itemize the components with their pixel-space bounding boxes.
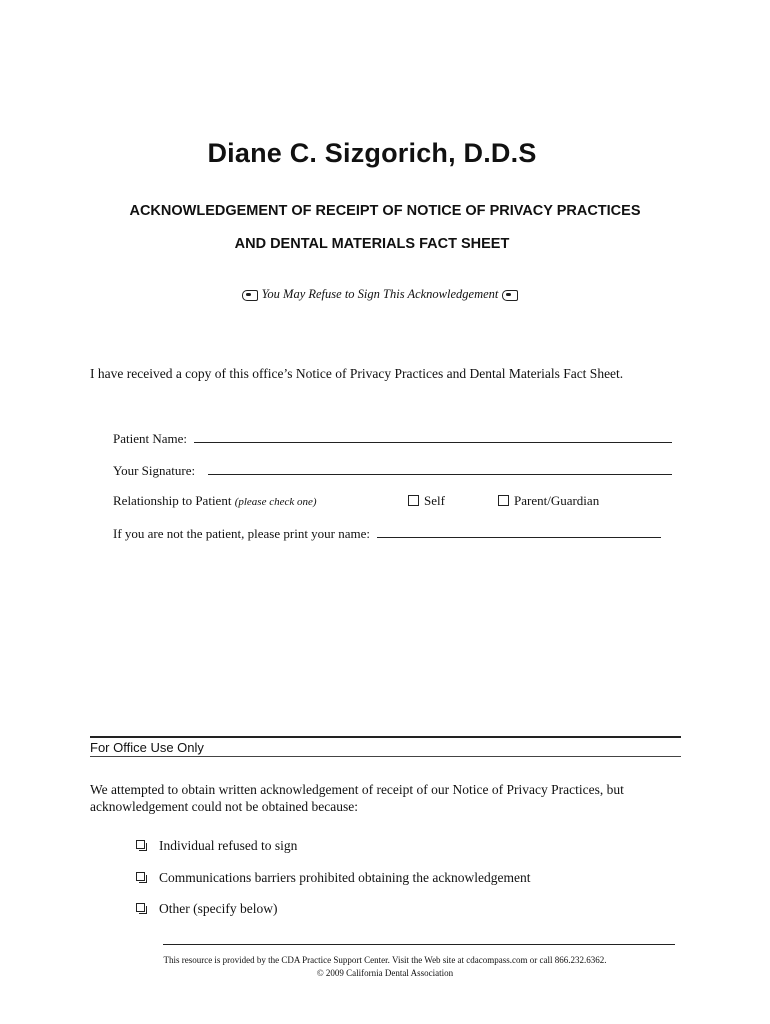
option-parent-guardian[interactable] — [498, 493, 599, 509]
patient-name-label: Patient Name: — [113, 431, 188, 446]
relationship-label: Relationship to Patient — [113, 493, 232, 508]
checkbox-icon[interactable] — [136, 840, 145, 849]
patient-name-row — [113, 430, 672, 447]
reason-item[interactable] — [136, 901, 277, 917]
pointing-hand-left-icon — [242, 290, 258, 301]
print-name-field[interactable] — [377, 525, 661, 538]
office-section-bottom-rule — [90, 756, 681, 757]
signature-row — [113, 462, 672, 479]
checkbox-icon[interactable] — [136, 872, 145, 881]
refuse-notice — [0, 287, 760, 302]
signature-field[interactable] — [208, 462, 672, 475]
checkbox-icon[interactable] — [136, 903, 145, 912]
parent-guardian-checkbox[interactable] — [498, 495, 509, 506]
self-checkbox[interactable] — [408, 495, 419, 506]
reason-item[interactable] — [136, 870, 531, 886]
footer-copyright: © 2009 California Dental Association — [316, 968, 454, 978]
refuse-notice-text: You May Refuse to Sign This Acknowledgement — [261, 287, 499, 301]
option-self[interactable] — [408, 493, 445, 509]
office-section-top-rule — [90, 736, 681, 738]
option-self-label: Self — [424, 493, 445, 508]
relationship-hint: (please check one) — [234, 496, 317, 508]
print-name-label: If you are not the patient, please print your name: — [113, 526, 371, 541]
document-heading-line-1: ACKNOWLEDGEMENT OF RECEIPT OF NOTICE OF PRIVACY PRACTICES — [129, 203, 641, 219]
attempt-statement: We attempted to obtain written acknowledgement of receipt of our Notice of Privacy Practices, but acknowledgement could not be obtained because: — [90, 782, 624, 814]
footer-resource-note: This resource is provided by the CDA Practice Support Center. Visit the Web site at cdacompass.com or call 866.232.6362. — [163, 955, 607, 965]
reason-label: Communications barriers prohibited obtaining the acknowledgement — [159, 870, 531, 885]
reason-label: Other (specify below) — [159, 901, 278, 916]
reason-label: Individual refused to sign — [159, 838, 298, 853]
doctor-name-title: Diane C. Sizgorich, D.D.S — [207, 138, 537, 168]
relationship-row — [113, 493, 317, 509]
reason-item[interactable] — [136, 838, 297, 854]
signature-label: Your Signature: — [113, 463, 196, 478]
pointing-hand-right-icon — [502, 290, 518, 301]
other-specify-field[interactable] — [163, 944, 675, 945]
receipt-statement: I have received a copy of this office’s Notice of Privacy Practices and Dental Materials Fact Sheet. — [90, 366, 624, 381]
document-heading-line-2: AND DENTAL MATERIALS FACT SHEET — [234, 236, 510, 252]
office-use-title: For Office Use Only — [90, 740, 204, 755]
print-name-row — [113, 525, 661, 542]
option-parent-label: Parent/Guardian — [514, 493, 600, 508]
patient-name-field[interactable] — [194, 430, 672, 443]
